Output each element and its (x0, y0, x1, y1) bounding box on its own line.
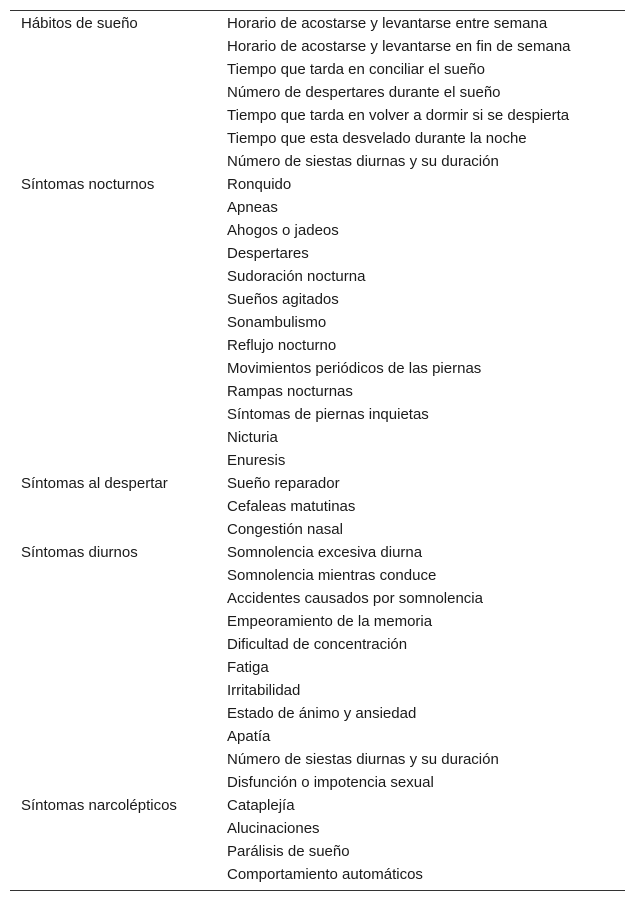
item-label: Dificultad de concentración (227, 636, 408, 653)
table-row (10, 265, 625, 288)
item-label: Comportamiento automáticos (227, 866, 423, 883)
item-label: Movimientos periódicos de las piernas (227, 360, 482, 377)
category-cell-empty (10, 748, 227, 771)
table-row (10, 426, 625, 449)
item-label: Apatía (227, 728, 271, 745)
item-label: Estado de ánimo y ansiedad (227, 705, 417, 722)
table-row (10, 610, 625, 633)
item-label: Sudoración nocturna (227, 268, 366, 285)
table-row (10, 449, 625, 472)
table-row (10, 150, 625, 173)
category-cell-empty (10, 564, 227, 587)
table-row (10, 288, 625, 311)
table-row (10, 334, 625, 357)
category-cell-empty (10, 656, 227, 679)
table-row (10, 12, 625, 35)
item-label: Somnolencia excesiva diurna (227, 544, 423, 561)
item-label: Empeoramiento de la memoria (227, 613, 433, 630)
category-cell-empty (10, 587, 227, 610)
item-label: Número de siestas diurnas y su duración (227, 751, 499, 768)
sleep-history-grid (10, 12, 625, 886)
item-label: Enuresis (227, 452, 286, 469)
category-cell-empty (10, 863, 227, 886)
table-row (10, 748, 625, 771)
item-label: Fatiga (227, 659, 269, 676)
item-label: Despertares (227, 245, 309, 262)
table-row (10, 495, 625, 518)
item-label: Somnolencia mientras conduce (227, 567, 437, 584)
table-row (10, 403, 625, 426)
item-label: Síntomas de piernas inquietas (227, 406, 429, 423)
category-cell-empty (10, 518, 227, 541)
table-row (10, 794, 625, 817)
category-cell-empty (10, 242, 227, 265)
table-row (10, 104, 625, 127)
category-cell-empty (10, 35, 227, 58)
item-label: Sueños agitados (227, 291, 339, 308)
table-row (10, 587, 625, 610)
item-label: Ronquido (227, 176, 292, 193)
category-cell-empty (10, 104, 227, 127)
item-label: Disfunción o impotencia sexual (227, 774, 434, 791)
category-label: Síntomas nocturnos (21, 176, 155, 193)
table-row (10, 219, 625, 242)
table-row (10, 633, 625, 656)
item-label: Ahogos o jadeos (227, 222, 339, 239)
table-row (10, 81, 625, 104)
table-row (10, 702, 625, 725)
category-cell-empty (10, 679, 227, 702)
item-label: Rampas nocturnas (227, 383, 353, 400)
item-label: Cefaleas matutinas (227, 498, 356, 515)
table-row (10, 380, 625, 403)
category-cell-empty (10, 219, 227, 242)
table-row (10, 771, 625, 794)
category-cell-empty (10, 633, 227, 656)
table-row (10, 58, 625, 81)
category-cell-empty (10, 81, 227, 104)
category-cell-empty (10, 357, 227, 380)
table-row (10, 472, 625, 495)
category-label: Hábitos de sueño (21, 15, 138, 32)
table-row (10, 127, 625, 150)
category-cell-empty (10, 58, 227, 81)
sleep-history-table (10, 10, 625, 891)
item-label: Horario de acostarse y levantarse en fin de semana (227, 38, 571, 55)
table-row (10, 242, 625, 265)
table-row (10, 679, 625, 702)
item-label: Alucinaciones (227, 820, 320, 837)
item-label: Horario de acostarse y levantarse entre semana (227, 15, 548, 32)
item-label: Accidentes causados por somnolencia (227, 590, 483, 607)
category-cell-empty (10, 702, 227, 725)
table-row (10, 863, 625, 886)
category-label: Síntomas al despertar (21, 475, 168, 492)
table-row (10, 173, 625, 196)
item-label: Reflujo nocturno (227, 337, 337, 354)
item-label: Nicturia (227, 429, 278, 446)
category-cell-empty (10, 288, 227, 311)
table-body (10, 12, 625, 886)
table-row (10, 35, 625, 58)
item-label: Número de despertares durante el sueño (227, 84, 501, 101)
table-row (10, 840, 625, 863)
table-row (10, 196, 625, 219)
table-row (10, 357, 625, 380)
table-row (10, 564, 625, 587)
category-cell-empty (10, 265, 227, 288)
category-cell-empty (10, 403, 227, 426)
category-cell-empty (10, 380, 227, 403)
table-row (10, 311, 625, 334)
category-cell-empty (10, 127, 227, 150)
category-cell-empty (10, 150, 227, 173)
category-cell-empty (10, 495, 227, 518)
category-cell-empty (10, 334, 227, 357)
item-label: Parálisis de sueño (227, 843, 350, 860)
item-label: Sueño reparador (227, 475, 340, 492)
category-cell-empty (10, 426, 227, 449)
table-row (10, 725, 625, 748)
category-cell-empty (10, 725, 227, 748)
category-cell-empty (10, 771, 227, 794)
item-label: Número de siestas diurnas y su duración (227, 153, 499, 170)
table-row (10, 518, 625, 541)
category-cell-empty (10, 817, 227, 840)
category-label: Síntomas narcolépticos (21, 797, 177, 814)
category-cell-empty (10, 196, 227, 219)
table-row (10, 656, 625, 679)
category-label: Síntomas diurnos (21, 544, 138, 561)
category-cell-empty (10, 610, 227, 633)
item-label: Tiempo que tarda en conciliar el sueño (227, 61, 485, 78)
table-row (10, 541, 625, 564)
item-label: Irritabilidad (227, 682, 301, 699)
category-cell-empty (10, 449, 227, 472)
table-row (10, 817, 625, 840)
category-cell-empty (10, 840, 227, 863)
item-label: Sonambulismo (227, 314, 327, 331)
item-label: Congestión nasal (227, 521, 343, 538)
item-label: Tiempo que esta desvelado durante la noche (227, 130, 527, 147)
item-label: Cataplejía (227, 797, 295, 814)
category-cell-empty (10, 311, 227, 334)
item-label: Apneas (227, 199, 278, 216)
item-label: Tiempo que tarda en volver a dormir si se despierta (227, 107, 570, 124)
